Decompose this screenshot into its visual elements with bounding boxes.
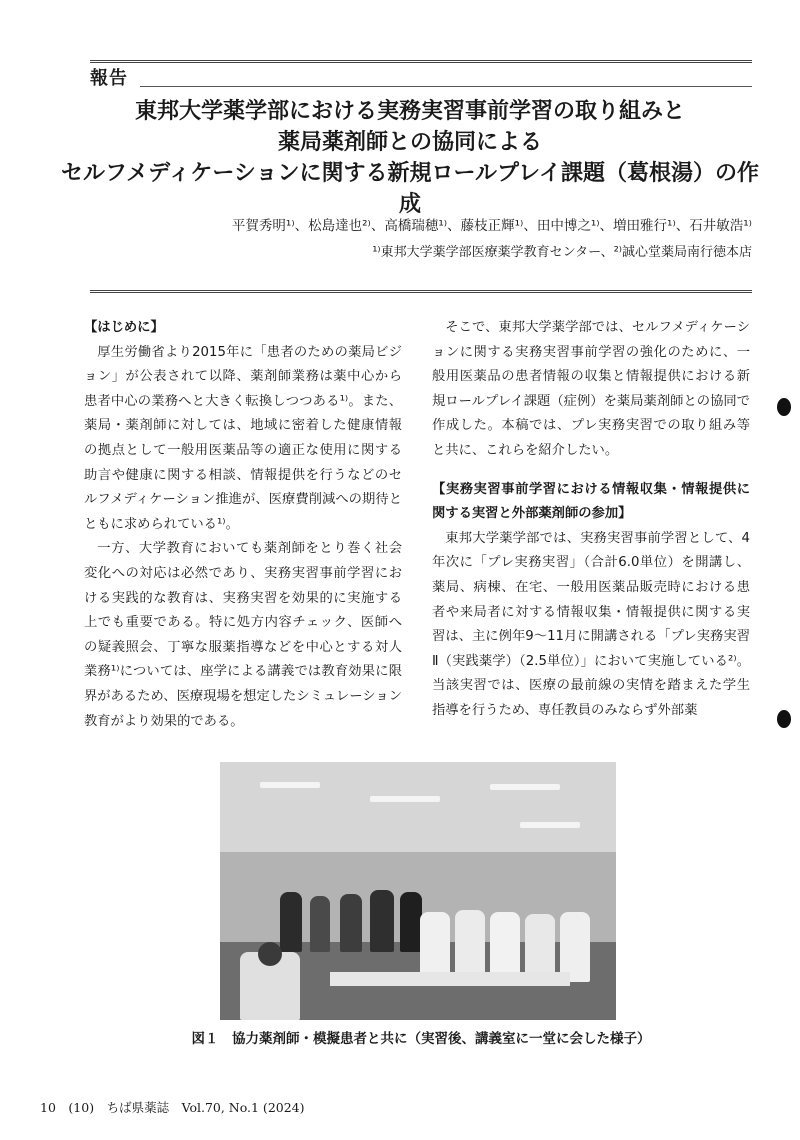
photo-person [340,894,362,952]
photo-ceiling-light [370,796,440,802]
heading-practical-training: 【実務実習事前学習における情報収集・情報提供に関する実習と外部薬剤師の参加】 [432,481,750,522]
right-column [432,316,750,724]
photo-person [280,892,302,952]
figure-1-photo [220,762,616,1020]
photo-desk [330,972,570,986]
page-footer: 10 (10) ちば県薬誌 Vol.70, No.1 (2024) [40,1100,305,1115]
section-label-underline [140,86,752,87]
photo-person [370,890,394,952]
title-line-2: 薬局薬剤師との協同による [277,130,542,155]
paragraph-right-1: そこで、東邦大学薬学部では、セルフメディケーションに関する実務実習事前学習の強化のために、一般用医薬品の患者情報の収集と情報提供における新規ロールプレイ課題（症例）を薬局薬剤師との協同で作成した。本稿では、プレ実務実習での取り組み等と共に、これらを紹介したい。 [432,320,750,458]
section-label: 報告 [90,68,128,89]
article-title [60,96,760,220]
photo-person [400,892,422,952]
photo-ceiling-light [490,784,560,790]
left-column [84,316,402,734]
title-line-1: 東邦大学薬学部における実務実習事前学習の取り組みと [134,99,685,124]
binder-hole [777,710,791,728]
binder-hole [777,398,791,416]
author-list: 平賀秀明¹⁾、松島達也²⁾、高橋瑞穂¹⁾、藤枝正輝¹⁾、田中博之¹⁾、増田雅行¹⁾、石井敏浩¹⁾ [231,218,752,234]
header-divider-rule [90,290,752,293]
affiliation-list: ¹⁾東邦大学薬学部医療薬学教育センター、²⁾誠心堂薬局南行徳本店 [372,245,752,260]
photo-head [258,942,282,966]
photo-ceiling-light [260,782,320,788]
paragraph-gap [432,464,750,478]
photo-ceiling-light [520,822,580,828]
paragraph-intro-1: 厚生労働省より2015年に「患者のための薬局ビジョン」が公表されて以降、薬剤師業務は薬中心から患者中心の業務へと大きく転換しつつある¹⁾。また、薬局・薬剤師に対しては、地域に密着した健康情報の拠点として一般用医薬品等の適正な使用に関する助言や健康に関する相談、情報提供を行うなどのセルフメディケーション推進が、医療費削減への期待とともに求められている¹⁾。 [84,344,402,532]
photo-ceiling [220,762,616,852]
photo-person [310,896,330,952]
paragraph-right-2: 東邦大学薬学部では、実務実習事前学習として、4年次に「プレ実務実習」（合計6.0単位）を開講し、薬局、病棟、在宅、一般用医薬品販売時における患者や来局者に対する情報収集・情報提供に関する実習は、主に例年9～11月に開講される「プレ実務実習Ⅱ（実践薬学）（2.5単位）」において実施している²⁾。当該実習では、医療の最前線の実情を踏まえた学生指導を行うため、専任教員のみならず外部薬 [432,530,750,718]
paragraph-intro-2: 一方、大学教育においても薬剤師をとり巻く社会変化への対応は必然であり、実務実習事前学習における実践的な教育は、実務実習を効果的に実施する上でも重要である。特に処方内容チェック、医師への疑義照会、丁寧な服薬指導などを中心とする対人業務¹⁾については、座学による講義では教育効果に限界があるため、医療現場を想定したシミュレーション教育がより効果的である。 [84,541,402,729]
figure-1-caption: 図１ 協力薬剤師・模擬患者と共に（実習後、講義室に一堂に会した様子） [191,1031,651,1047]
top-double-rule [90,60,752,63]
title-line-3: セルフメディケーションに関する新規ロールプレイ課題（葛根湯）の作成 [60,161,760,217]
heading-introduction: 【はじめに】 [84,320,164,335]
